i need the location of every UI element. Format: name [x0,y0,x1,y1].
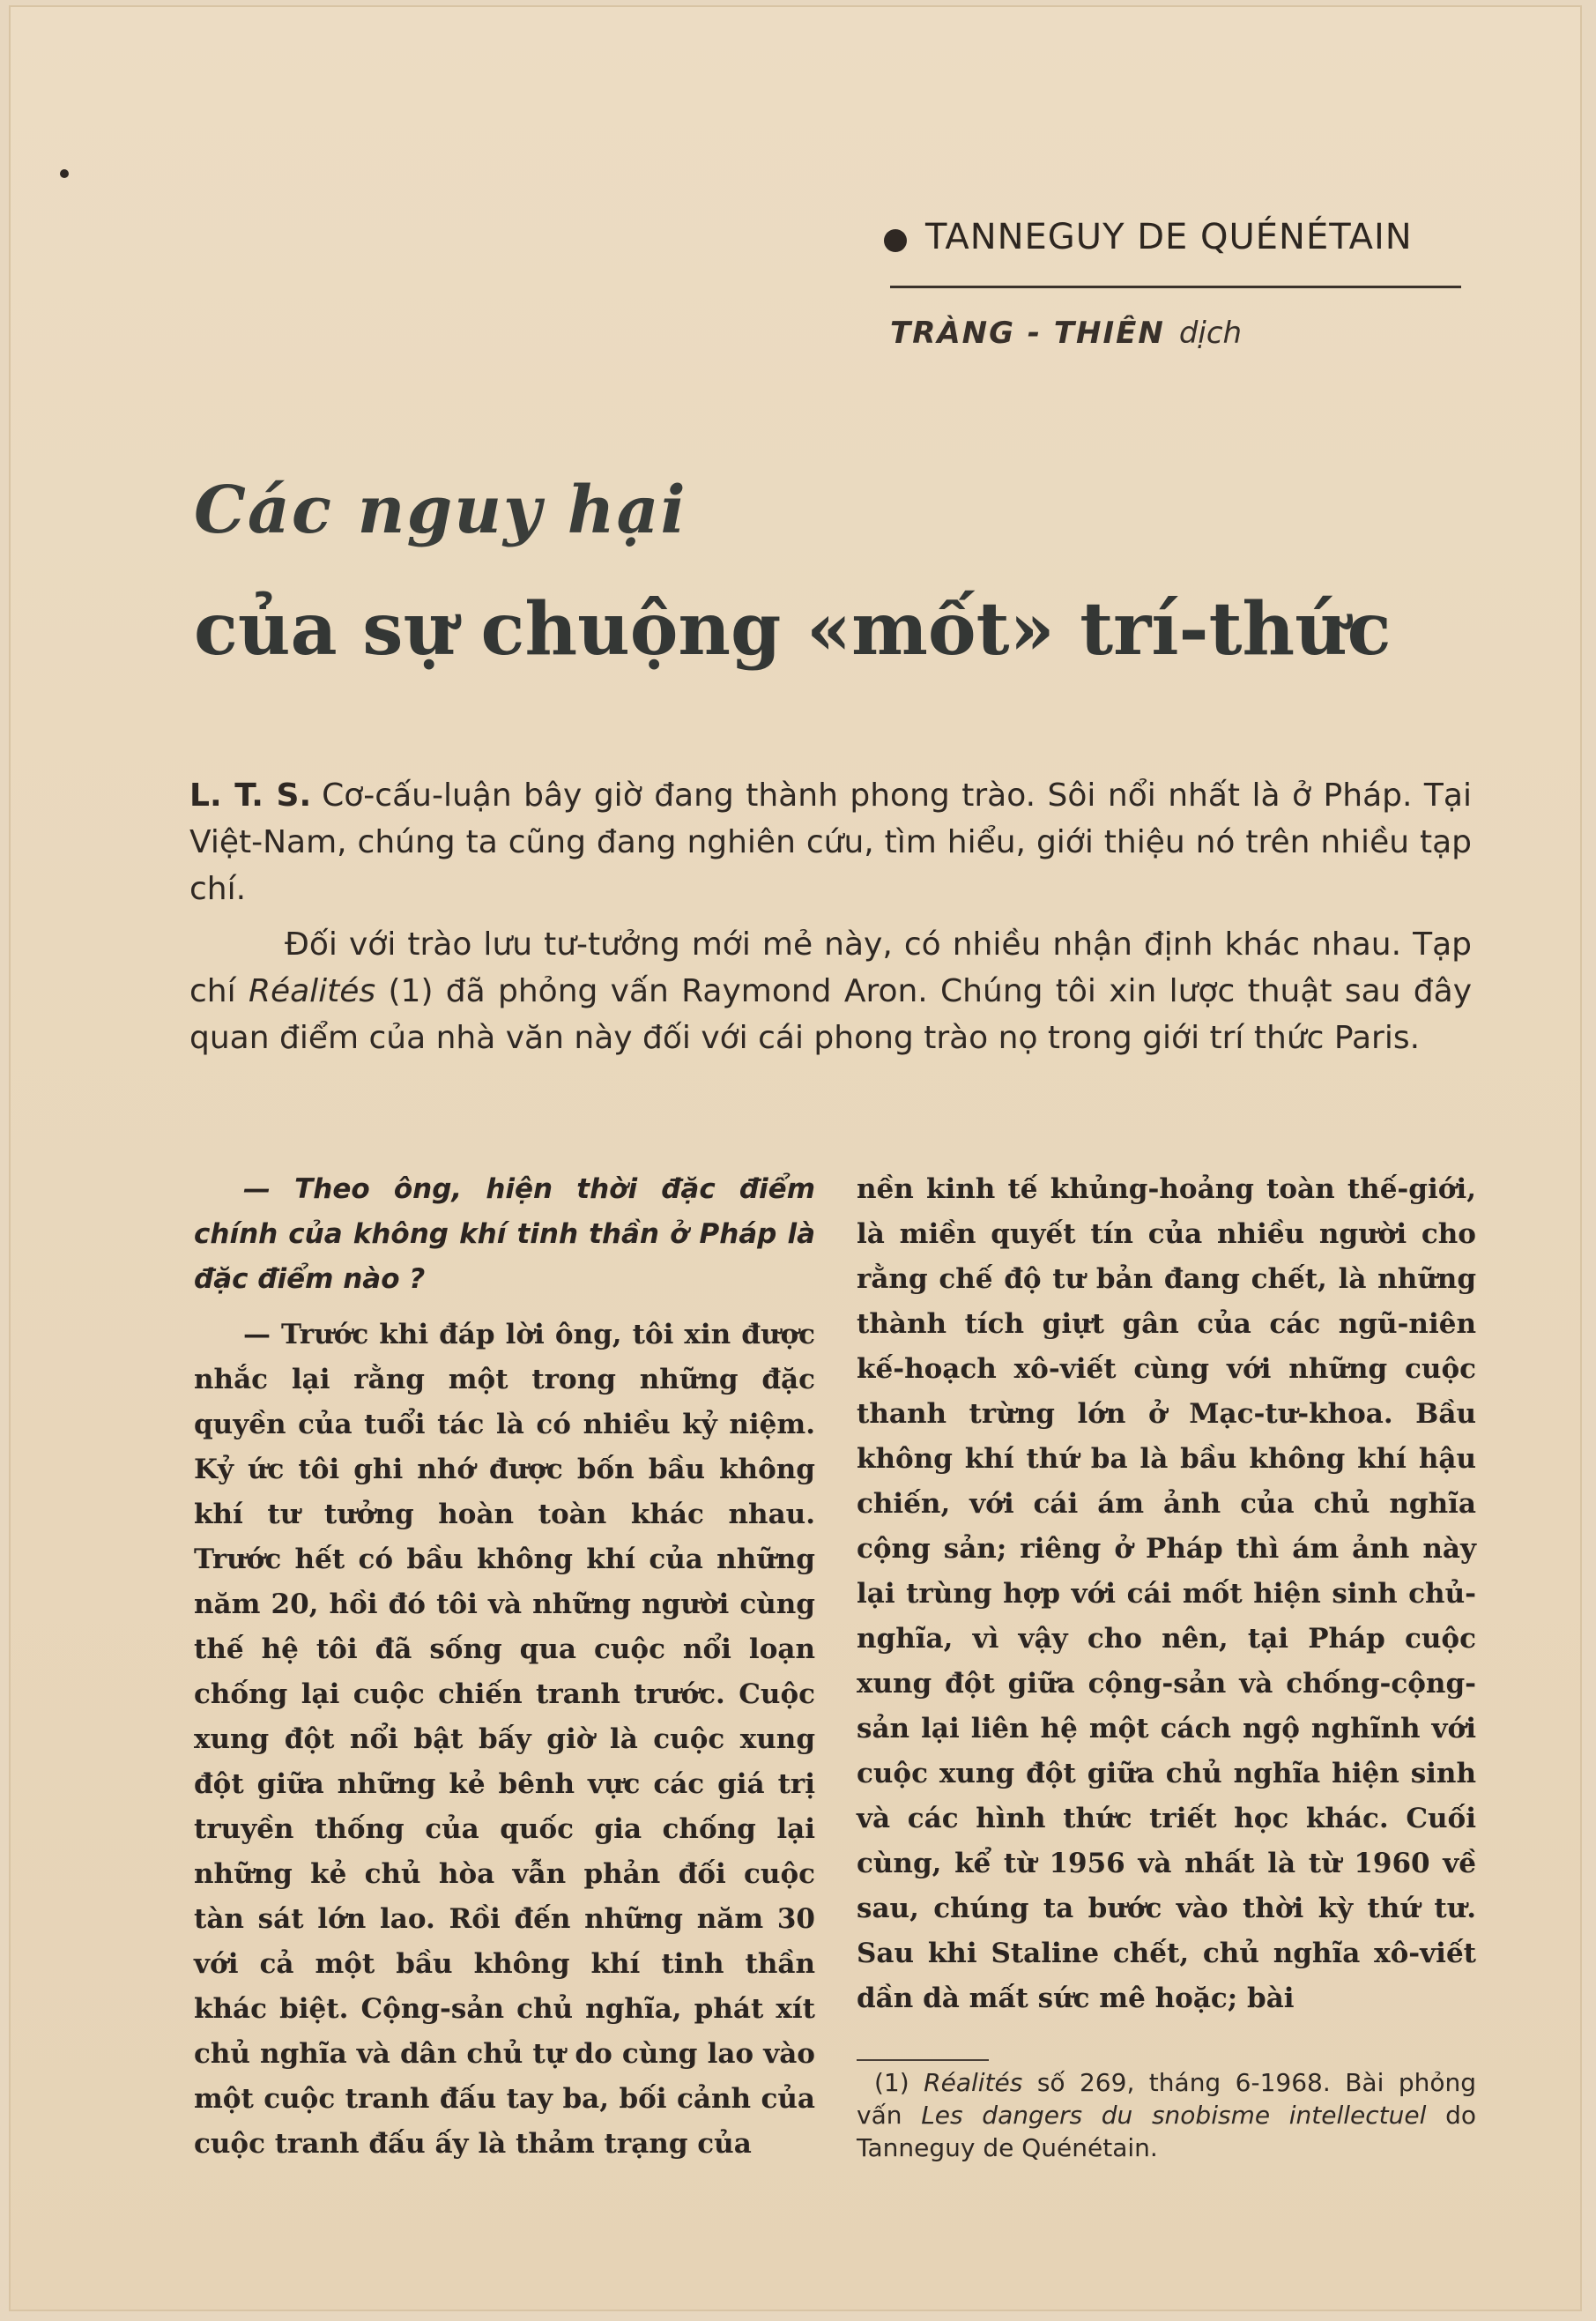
interview-answer: — Trước khi đáp lời ông, tôi xin được nhắc lại rằng một trong những đặc quyền của tuổi tác là có nhiều kỷ niệm. Kỷ ức tôi ghi nhớ được bốn bầu không khí tư tưởng hoàn toàn khác nhau. Trước hết có bầu không khí của những năm 20, hồi đó tôi và những người cùng thế hệ tôi đã sống qua cuộc nổi loạn chống lại cuộc chiến tranh trước. Cuộc xung đột nổi bật bấy giờ là cuộc xung đột giữa những kẻ bênh vực các giá trị truyền thống của quốc gia chống lại những kẻ chủ hòa vẫn phản đối cuộc tàn sát lớn lao. Rồi đến những năm 30 với cả một bầu không khí tinh thần khác biệt. Cộng-sản chủ nghĩa, phát xít chủ nghĩa và dân chủ tự do cùng lao vào một cuộc tranh đấu tay ba, bối cảnh của cuộc tranh đấu ấy là thảm trạng của [194,1319,815,2160]
title-line-2: của sự chuộng «mốt» trí-thức [194,587,1392,672]
footnote-text-a: số 269, tháng 6-1968. Bài phỏng vấn [857,2068,1476,2130]
editor-note-text-2a: Đối với trào lưu tư-tưởng mới mẻ này, có nhiều nhận định khác nhau. Tạp chí [189,926,1472,1009]
footnote [857,2066,1476,2164]
translator-credit [890,316,1242,351]
footnote-number: (1) [874,2068,909,2097]
magazine-page [9,5,1582,2311]
editor-note-text-2b: (1) đã phỏng vấn Raymond Aron. Chúng tôi xin lược thuật sau đây quan điểm của nhà văn này đối với cái phong trào nọ trong giới trí thức Paris. [189,973,1472,1056]
footnote-article-title: Les dangers du snobisme intellectuel [921,2101,1427,2130]
editor-note [189,772,1472,1061]
author-divider [890,286,1461,288]
interview-question: — Theo ông, hiện thời đặc điểm chính của không khí tinh thần ở Pháp là đặc điểm nào ? [194,1173,815,1295]
footnote-text-b: do Tanneguy de Quénétain. [857,2101,1477,2162]
left-column [194,1167,815,2167]
footnote-divider [857,2059,989,2061]
editor-note-paragraph-2 [189,921,1472,1061]
author-bullet-icon [884,229,907,252]
editor-note-label: L. T. S. [189,777,312,814]
translator-suffix: dịch [1178,316,1243,351]
author-name: TANNEGUY DE QUÉNÉTAIN [925,217,1413,257]
stray-ink-dot [60,169,69,178]
footnote-magazine: Réalités [924,2068,1023,2097]
magazine-name: Réalités [248,973,376,1009]
right-column [857,1167,1476,2021]
editor-note-text-1: Cơ-cấu-luận bây giờ đang thành phong trào. Sôi nổi nhất là ở Pháp. Tại Việt-Nam, chúng ta cũng đang nghiên cứu, tìm hiểu, giới thiệu nó trên nhiều tạp chí. [189,777,1472,907]
right-column-text: nền kinh tế khủng-hoảng toàn thế-giới, là miền quyết tín của nhiều người cho rằng chế độ tư bản đang chết, là những thành tích giựt gân của các ngũ-niên kế-hoạch xô-viết cùng với những cuộc thanh trừng lớn ở Mạc-tư-khoa. Bầu không khí thứ ba là bầu không khí hậu chiến, với cái ám ảnh của chủ nghĩa cộng sản; riêng ở Pháp thì ám ảnh này lại trùng hợp với cái mốt hiện sinh chủ-nghĩa, vì vậy cho nên, tại Pháp cuộc xung đột giữa cộng-sản và chống-cộng-sản lại liên hệ một cách ngộ nghĩnh với cuộc xung đột giữa chủ nghĩa hiện sinh và các hình thức triết học khác. Cuối cùng, kể từ 1956 và nhất là từ 1960 về sau, chúng ta bước vào thời kỳ thứ tư. Sau khi Staline chết, chủ nghĩa xô-viết dần dà mất sức mê hoặc; bài [857,1173,1476,2014]
editor-note-paragraph-1 [189,772,1472,912]
title-line-1: Các nguy hại [194,472,687,548]
translator-name: TRÀNG - THIÊN [890,316,1165,351]
